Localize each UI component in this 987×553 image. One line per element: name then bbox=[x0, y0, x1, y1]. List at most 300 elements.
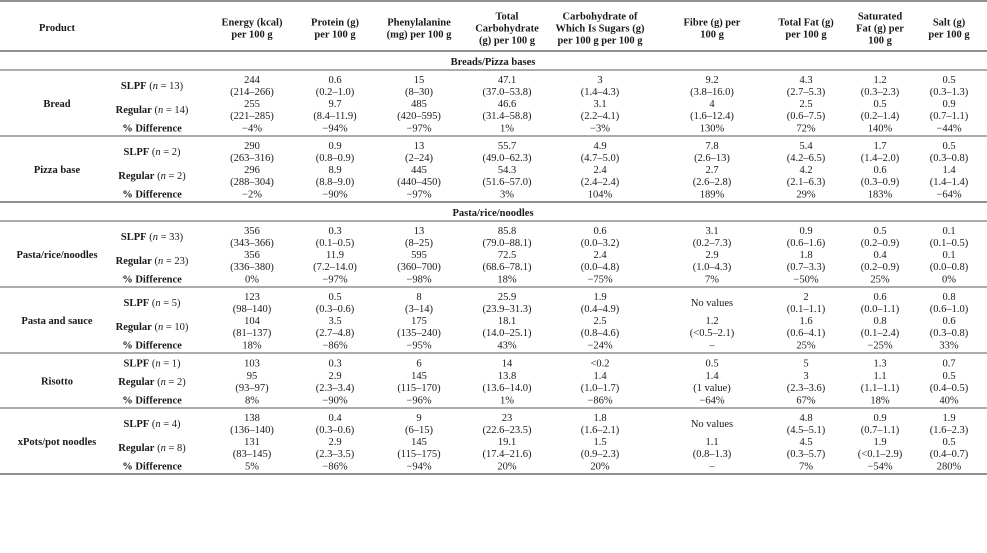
column-header-text: Fibre (g) per bbox=[683, 17, 741, 29]
cell-range: (0.6–1.0) bbox=[929, 304, 969, 315]
row-label-count: ( bbox=[149, 298, 156, 309]
cell-value: 1% bbox=[500, 395, 514, 407]
cell-value: 0.7 bbox=[942, 358, 956, 370]
row-label-count: ( bbox=[146, 232, 153, 243]
column-header-product: Product bbox=[39, 23, 75, 34]
row-label-name: Regular bbox=[118, 171, 155, 182]
cell-value: 104 bbox=[244, 316, 260, 327]
cell-value: −94% bbox=[406, 461, 432, 473]
row-label bbox=[122, 275, 182, 286]
cell-range: (0.3–5.7) bbox=[786, 449, 826, 460]
cell-value: 103 bbox=[244, 358, 260, 370]
cell-value: −97% bbox=[406, 189, 432, 201]
cell-range: (8.4–11.9) bbox=[313, 111, 357, 122]
cell-value: 485 bbox=[411, 99, 427, 110]
row-label-name: SLPF bbox=[123, 358, 150, 370]
row-label-n-value: = 33) bbox=[157, 232, 184, 243]
row-label-count: ( bbox=[149, 419, 156, 430]
cell-range: (0.4–0.7) bbox=[929, 449, 969, 460]
cell-value: −97% bbox=[406, 123, 432, 135]
cell-range: (115–175) bbox=[397, 449, 441, 460]
cell-value: 145 bbox=[411, 437, 427, 448]
cell-range: (2.7–4.8) bbox=[315, 328, 355, 339]
row-label-n: n bbox=[152, 81, 158, 92]
row-label-count: ( bbox=[154, 171, 161, 182]
column-header-text: Total Fat (g) bbox=[778, 17, 834, 29]
cell-value: 0.5 bbox=[873, 226, 887, 237]
row-label-name: % Difference bbox=[122, 123, 182, 135]
cell-value: 8.9 bbox=[328, 165, 342, 176]
row-label-n: n bbox=[155, 358, 161, 370]
cell-value: 2.9 bbox=[705, 250, 719, 261]
cell-value: 0.6 bbox=[593, 226, 607, 237]
cell-range: (0.6–7.5) bbox=[786, 111, 826, 122]
cell-range: (0.2–1.4) bbox=[860, 111, 900, 122]
cell-range: (98–140) bbox=[232, 304, 272, 315]
cell-value: 40% bbox=[939, 395, 959, 407]
cell-value: −90% bbox=[322, 189, 348, 201]
cell-value: 13 bbox=[413, 141, 425, 152]
cell-value: 9 bbox=[416, 413, 422, 424]
cell-value: 0.1 bbox=[942, 250, 956, 261]
cell-range: (288–304) bbox=[230, 177, 274, 188]
cell-range: (0.1–0.5) bbox=[929, 238, 969, 249]
cell-value: 5 bbox=[803, 358, 809, 370]
cell-range: (1.4–4.3) bbox=[580, 87, 620, 98]
product-name: Pizza base bbox=[33, 165, 81, 176]
cell-value: 0.1 bbox=[942, 226, 956, 237]
cell-value: 1.1 bbox=[705, 437, 719, 448]
cell-value: 4.2 bbox=[799, 165, 813, 176]
cell-value: 72.5 bbox=[497, 250, 517, 261]
cell-value: 1.4 bbox=[942, 165, 956, 176]
row-label-name: Regular bbox=[115, 256, 152, 267]
product-name: Pasta/rice/noodles bbox=[16, 250, 98, 261]
cell-range: (1.6–2.3) bbox=[929, 425, 969, 436]
cell-range: (336–380) bbox=[230, 262, 274, 273]
cell-value: 1.1 bbox=[873, 371, 887, 382]
cell-value: 175 bbox=[411, 316, 427, 327]
cell-value: 1.2 bbox=[873, 75, 887, 86]
cell-value: 25.9 bbox=[497, 292, 517, 303]
cell-value: 1.9 bbox=[942, 413, 956, 424]
cell-range: (0.3–0.6) bbox=[315, 425, 355, 436]
cell-value: 3 bbox=[597, 75, 603, 86]
column-header-text: Energy (kcal) bbox=[221, 17, 283, 29]
row-label-n-value: = 5) bbox=[160, 298, 181, 309]
cell-value: 4.9 bbox=[593, 141, 607, 152]
cell-value: 1.9 bbox=[873, 437, 887, 448]
cell-value: 7% bbox=[705, 274, 719, 286]
row-label-n: n bbox=[160, 171, 166, 182]
cell-value: 1.6 bbox=[799, 316, 813, 327]
row-label-n-value: = 4) bbox=[160, 419, 181, 430]
row-label bbox=[124, 419, 181, 430]
cell-range: (1.0–4.3) bbox=[692, 262, 732, 273]
cell-value: 33% bbox=[939, 340, 959, 352]
cell-value: 0.8 bbox=[873, 316, 887, 327]
row-label-count: ( bbox=[154, 443, 161, 454]
column-header-text: per 100 g per 100 g bbox=[557, 35, 643, 47]
cell-range: (2.1–6.3) bbox=[786, 177, 826, 188]
cell-range: (0.4–0.5) bbox=[929, 383, 969, 394]
cell-value: 4.3 bbox=[799, 75, 813, 86]
column-header-text: Fat (g) per bbox=[856, 23, 904, 35]
row-label bbox=[121, 232, 184, 243]
row-label-n-value: = 1) bbox=[160, 358, 181, 370]
cell-value: −86% bbox=[322, 340, 348, 352]
cell-range: (3.8–16.0) bbox=[690, 87, 734, 98]
row-label bbox=[118, 443, 186, 454]
cell-value: 0.3 bbox=[328, 358, 342, 370]
cell-value: 67% bbox=[796, 395, 816, 407]
cell-range: (68.6–78.1) bbox=[482, 262, 532, 273]
cell-range: (135–240) bbox=[397, 328, 441, 339]
cell-value: 29% bbox=[796, 189, 816, 201]
row-label-n-value: = 2) bbox=[165, 171, 186, 182]
column-header-text: Protein (g) bbox=[311, 17, 359, 29]
cell-range: (0.2–0.9) bbox=[860, 262, 900, 273]
cell-value: 18% bbox=[242, 340, 262, 352]
row-label-count: ( bbox=[146, 81, 153, 92]
cell-range: (0.0–0.8) bbox=[929, 262, 969, 273]
column-header-text: Carbohydrate of bbox=[562, 11, 638, 23]
cell-range: (0.8–1.3) bbox=[692, 449, 732, 460]
row-label bbox=[122, 190, 182, 201]
cell-range: (0.3–0.9) bbox=[860, 177, 900, 188]
row-label bbox=[116, 105, 189, 116]
cell-value: 3.1 bbox=[705, 226, 719, 237]
row-label-name: Regular bbox=[115, 322, 152, 333]
cell-range: (0.6–1.6) bbox=[786, 238, 826, 249]
row-label-n-value: = 2) bbox=[160, 147, 181, 158]
cell-range: (0.3–0.8) bbox=[929, 328, 969, 339]
cell-value: 0.5 bbox=[942, 371, 956, 382]
cell-range: (136–140) bbox=[230, 425, 274, 436]
cell-range: (1.6–12.4) bbox=[690, 111, 734, 122]
cell-value: 0.9 bbox=[942, 99, 956, 110]
cell-value: 0.9 bbox=[328, 141, 342, 152]
cell-value: 1.8 bbox=[799, 250, 813, 261]
cell-value: 0% bbox=[942, 274, 956, 286]
cell-value: 4.8 bbox=[799, 413, 813, 424]
cell-range: (0.0–1.1) bbox=[860, 304, 900, 315]
cell-value: 5.4 bbox=[799, 141, 813, 152]
cell-value: 1.7 bbox=[873, 141, 887, 152]
cell-value: 9.7 bbox=[328, 99, 342, 110]
cell-value: 3.1 bbox=[593, 99, 607, 110]
row-label bbox=[124, 298, 181, 309]
cell-range: (0.7–1.1) bbox=[860, 425, 900, 436]
cell-range: (31.4–58.8) bbox=[482, 111, 532, 122]
cell-value: 13.8 bbox=[497, 371, 517, 382]
cell-value: 0.5 bbox=[705, 358, 719, 370]
cell-range: (0.7–1.1) bbox=[929, 111, 969, 122]
cell-value: 1.8 bbox=[593, 413, 607, 424]
cell-range: (4.7–5.0) bbox=[580, 153, 620, 164]
row-label bbox=[116, 256, 189, 267]
cell-value: 0.5 bbox=[942, 75, 956, 86]
cell-value: 18% bbox=[870, 395, 890, 407]
cell-range: (2.6–13) bbox=[694, 153, 730, 164]
column-header-text: per 100 g bbox=[314, 29, 356, 41]
cell-range: (0.7–3.3) bbox=[786, 262, 826, 273]
cell-value: 130% bbox=[699, 123, 725, 135]
cell-value: 11.9 bbox=[326, 250, 344, 261]
cell-range: (<0.5–2.1) bbox=[689, 328, 735, 339]
product-name: Risotto bbox=[40, 376, 74, 388]
column-header-text: Carbohydrate bbox=[475, 23, 539, 35]
cell-value: 255 bbox=[244, 99, 260, 110]
cell-value: 2.5 bbox=[799, 99, 813, 110]
cell-value: 280% bbox=[936, 461, 962, 473]
row-label-n-value: = 10) bbox=[163, 322, 189, 333]
cell-value: 244 bbox=[244, 75, 260, 86]
cell-value: 23 bbox=[501, 413, 513, 424]
cell-value: 3% bbox=[500, 189, 514, 201]
cell-value: −98% bbox=[406, 274, 432, 286]
cell-range: (4.2–6.5) bbox=[786, 153, 826, 164]
row-label-name: Regular bbox=[115, 105, 152, 116]
cell-range: (0.1–2.4) bbox=[860, 328, 900, 339]
row-label bbox=[122, 124, 182, 135]
cell-value: −50% bbox=[793, 274, 819, 286]
cell-range: (221–285) bbox=[230, 111, 274, 122]
cell-range: (0.1–0.5) bbox=[315, 238, 355, 249]
cell-range: (6–15) bbox=[405, 425, 433, 436]
cell-range: (3–14) bbox=[405, 304, 433, 315]
column-header-text: per 100 g bbox=[928, 29, 970, 41]
cell-range: (0.4–4.9) bbox=[580, 304, 620, 315]
column-header-text: Saturated bbox=[857, 11, 903, 23]
cell-range: (0.2–1.0) bbox=[315, 87, 355, 98]
cell-range: (2.6–2.8) bbox=[692, 177, 732, 188]
cell-range: (2.3–3.6) bbox=[786, 383, 826, 394]
row-label-n: n bbox=[157, 256, 164, 267]
cell-range: (<0.1–2.9) bbox=[857, 449, 903, 460]
row-label-name: SLPF bbox=[123, 298, 150, 309]
cell-range: (8–30) bbox=[405, 87, 433, 98]
cell-value: 0.4 bbox=[873, 250, 887, 261]
cell-value: 0.5 bbox=[328, 292, 342, 303]
cell-value: 9.2 bbox=[705, 75, 719, 86]
cell-value: 47.1 bbox=[497, 75, 517, 86]
cell-value: 445 bbox=[411, 165, 427, 176]
cell-range: (1.6–2.1) bbox=[580, 425, 620, 436]
cell-value: 0.8 bbox=[942, 292, 956, 303]
cell-value: 6 bbox=[416, 358, 422, 370]
cell-value: −90% bbox=[322, 395, 348, 407]
cell-value: 140% bbox=[867, 123, 893, 135]
cell-value: 1.2 bbox=[705, 316, 719, 327]
row-label-name: % Difference bbox=[122, 189, 182, 201]
cell-value: 138 bbox=[244, 413, 260, 424]
cell-value: −2% bbox=[242, 189, 262, 201]
row-label-name: Regular bbox=[118, 377, 155, 388]
row-label bbox=[124, 359, 181, 370]
cell-value: −94% bbox=[322, 123, 348, 135]
row-label bbox=[124, 147, 181, 158]
cell-value: 14 bbox=[501, 358, 513, 370]
cell-range: (214–266) bbox=[230, 87, 274, 98]
column-header-text: per 100 g bbox=[231, 29, 273, 41]
cell-range: (2.3–3.4) bbox=[315, 383, 355, 394]
cell-value: 145 bbox=[411, 371, 427, 382]
product-name: xPots/pot noodles bbox=[17, 437, 97, 448]
cell-value: 595 bbox=[411, 250, 427, 261]
row-label-name: % Difference bbox=[122, 461, 182, 473]
cell-value: 1.4 bbox=[593, 371, 607, 382]
cell-range: (1.4–1.4) bbox=[929, 177, 969, 188]
cell-value: 20% bbox=[497, 461, 517, 473]
cell-range: (0.3–2.3) bbox=[860, 87, 900, 98]
cell-value: 7.8 bbox=[705, 141, 719, 152]
row-label bbox=[122, 396, 182, 407]
cell-value: 7% bbox=[799, 461, 813, 473]
cell-range: (17.4–21.6) bbox=[482, 449, 532, 460]
cell-range: (0.3–0.8) bbox=[929, 153, 969, 164]
cell-value: 2.4 bbox=[593, 250, 607, 261]
cell-value: 2.7 bbox=[705, 165, 719, 176]
cell-value: −86% bbox=[322, 461, 348, 473]
cell-range: (93–97) bbox=[235, 383, 269, 394]
cell-value: 1.4 bbox=[705, 371, 719, 382]
cell-value: 4 bbox=[709, 99, 715, 110]
cell-value: 2.4 bbox=[593, 165, 607, 176]
cell-value: 0% bbox=[245, 274, 259, 286]
cell-value: 18.1 bbox=[497, 316, 517, 327]
cell-value: 356 bbox=[244, 250, 260, 261]
row-label-n: n bbox=[157, 105, 164, 116]
cell-value: 3 bbox=[803, 371, 809, 382]
cell-value: 0.5 bbox=[942, 437, 956, 448]
cell-range: (2.4–2.4) bbox=[580, 177, 620, 188]
row-label-n-value: = 2) bbox=[165, 377, 186, 388]
row-label-name: % Difference bbox=[122, 340, 182, 352]
cell-range: (83–145) bbox=[232, 449, 272, 460]
row-label-name: Regular bbox=[118, 443, 155, 454]
column-header-text: Total bbox=[495, 11, 519, 23]
cell-value: 290 bbox=[244, 141, 260, 152]
row-label-count: ( bbox=[151, 256, 158, 267]
cell-range: (1.0–1.7) bbox=[580, 383, 620, 394]
cell-range: (0.1–1.1) bbox=[786, 304, 826, 315]
cell-range: (115–170) bbox=[397, 383, 441, 394]
cell-range: (343–366) bbox=[230, 238, 274, 249]
row-label-n: n bbox=[155, 147, 161, 158]
cell-range: (420–595) bbox=[397, 111, 441, 122]
row-label-count: ( bbox=[151, 322, 158, 333]
row-label-count: ( bbox=[151, 105, 158, 116]
cell-range: (0.8–0.9) bbox=[315, 153, 355, 164]
cell-value: 43% bbox=[497, 340, 517, 352]
cell-value: −54% bbox=[867, 461, 893, 473]
cell-value: 5% bbox=[245, 461, 259, 473]
row-label bbox=[116, 322, 189, 333]
cell-value: 0.6 bbox=[873, 292, 887, 303]
cell-range: (0.2–0.9) bbox=[860, 238, 900, 249]
cell-value: 0.4 bbox=[328, 413, 342, 424]
cell-range: (0.8–4.6) bbox=[580, 328, 620, 339]
row-label-name: SLPF bbox=[120, 81, 147, 92]
cell-value: −44% bbox=[936, 123, 962, 135]
cell-value: 0.5 bbox=[873, 99, 887, 110]
column-header-text: Which Is Sugars (g) bbox=[555, 23, 645, 35]
row-label bbox=[122, 462, 182, 473]
row-label bbox=[118, 171, 186, 182]
row-label-n: n bbox=[155, 298, 161, 309]
cell-value: – bbox=[709, 461, 715, 473]
cell-value: 1% bbox=[500, 123, 514, 135]
row-label bbox=[121, 81, 184, 92]
row-label-n: n bbox=[152, 232, 158, 243]
column-header-text: per 100 g bbox=[785, 29, 827, 41]
column-header-text: (g) per 100 g bbox=[478, 35, 536, 47]
column-header-text: (mg) per 100 g bbox=[386, 29, 452, 41]
cell-value: 0.5 bbox=[942, 141, 956, 152]
cell-range: (2.7–5.3) bbox=[786, 87, 826, 98]
cell-value: −97% bbox=[322, 274, 348, 286]
cell-value: – bbox=[709, 340, 715, 352]
cell-range: (2.3–3.5) bbox=[315, 449, 355, 460]
cell-value: No values bbox=[690, 419, 734, 430]
cell-value: 0.6 bbox=[873, 165, 887, 176]
product-name: Pasta and sauce bbox=[21, 316, 93, 327]
cell-range: (0.3–0.6) bbox=[315, 304, 355, 315]
column-header-text: Phenylalanine bbox=[387, 17, 451, 29]
cell-value: −24% bbox=[587, 340, 613, 352]
cell-value: 20% bbox=[590, 461, 610, 473]
row-label bbox=[122, 341, 182, 352]
cell-value: 1.9 bbox=[593, 292, 607, 303]
cell-value: 13 bbox=[413, 226, 425, 237]
row-label-name: SLPF bbox=[120, 232, 147, 243]
cell-value: 296 bbox=[244, 165, 260, 176]
cell-value: <0.2 bbox=[590, 358, 610, 370]
section-title: Breads/Pizza bases bbox=[450, 57, 536, 68]
cell-range: (0.2–7.3) bbox=[692, 238, 732, 249]
cell-value: −86% bbox=[587, 395, 613, 407]
cell-value: 25% bbox=[796, 340, 816, 352]
cell-value: 19.1 bbox=[497, 437, 517, 448]
row-label-n-value: = 8) bbox=[165, 443, 186, 454]
row-label-name: % Difference bbox=[122, 274, 182, 286]
cell-value: −75% bbox=[587, 274, 613, 286]
cell-value: −64% bbox=[699, 395, 725, 407]
cell-value: 0.6 bbox=[942, 316, 956, 327]
cell-value: 1.3 bbox=[873, 358, 887, 370]
cell-range: (2–24) bbox=[405, 153, 433, 164]
cell-value: 189% bbox=[699, 189, 725, 201]
product-name: Bread bbox=[43, 99, 71, 110]
cell-range: (0.0–3.2) bbox=[580, 238, 620, 249]
cell-range: (1 value) bbox=[693, 383, 731, 394]
row-label-n: n bbox=[160, 443, 166, 454]
cell-range: (0.3–1.3) bbox=[929, 87, 969, 98]
row-label-n: n bbox=[155, 419, 161, 430]
cell-range: (4.5–5.1) bbox=[786, 425, 826, 436]
cell-range: (2.2–4.1) bbox=[580, 111, 620, 122]
row-label-n: n bbox=[160, 377, 166, 388]
cell-value: 0.9 bbox=[799, 226, 813, 237]
cell-range: (0.9–2.3) bbox=[580, 449, 620, 460]
cell-value: 3.5 bbox=[328, 316, 342, 327]
cell-range: (8–25) bbox=[405, 238, 433, 249]
cell-value: 2.9 bbox=[328, 437, 342, 448]
cell-value: 2.9 bbox=[328, 371, 342, 382]
cell-range: (14.0–25.1) bbox=[482, 328, 532, 339]
cell-value: 85.8 bbox=[497, 226, 517, 237]
